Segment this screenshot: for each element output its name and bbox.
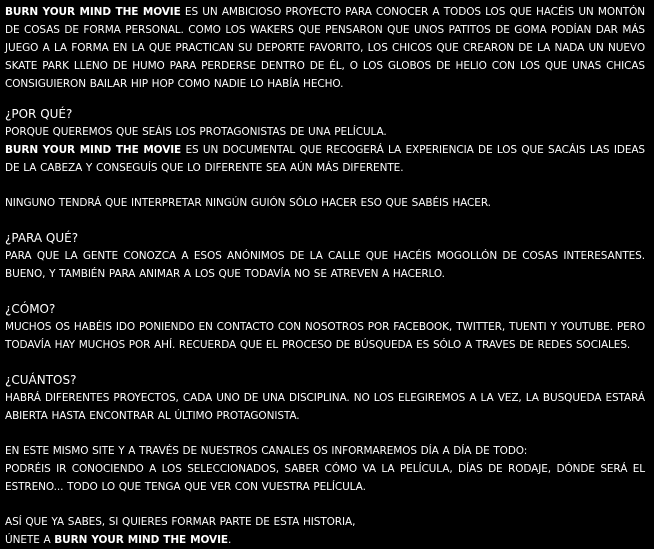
updates-line-1: EN ESTE MISMO SITE Y A TRAVÉS DE NUESTROS CANALES OS INFORMAREMOS DÍA A DÍA DE TODO:	[5, 445, 528, 457]
heading-por-que: ¿POR QUÉ?	[5, 107, 73, 121]
heading-como: ¿CÓMO?	[5, 302, 56, 316]
por-que-paragraph	[5, 141, 645, 177]
para-que-text: PARA QUE LA GENTE CONOZCA A ESOS ANÓNIMOS DE LA CALLE QUE HACÉIS MOGOLLÓN DE COSAS INTERESANTES. BUENO, Y TAMBIÉN PARA ANIMAR A LOS QUE TODAVÍA NO SE ATREVEN A HACERLO.	[5, 250, 645, 280]
heading-para-que: ¿PARA QUÉ?	[5, 231, 79, 245]
closing-prefix: ÚNETE A	[5, 534, 55, 546]
intro-text: ES UN AMBICIOSO PROYECTO PARA CONOCER A TODOS LOS QUE HACÉIS UN MONTÓN DE COSAS DE FORMA PERSONAL. COMO LOS WAKERS QUE PENSARON QUE UNOS PATITOS DE GOMA PODÍAN DAR MÁS JUEGO A LA FORMA EN LA QUE PRACTICAN SU DEPORTE FAVORITO, LOS CHICOS QUE CREARON DE LA NADA UN NUEVO SKATE PARK LLENO DE HUMO PARA PERDERSE DENTRO DE ÉL, O LOS GLOBOS DE HELIO CON LOS QUE UNAS CHICAS CONSIGUIERON BAILAR HIP HOP COMO NADIE LO HABÍA HECHO.	[5, 6, 646, 90]
heading-cuantos: ¿CUÁNTOS?	[5, 373, 77, 387]
brand-name: BURN YOUR MIND THE MOVIE	[54, 534, 228, 546]
closing-suffix: .	[227, 534, 232, 546]
page-content	[5, 3, 645, 549]
brand-name: BURN YOUR MIND THE MOVIE	[5, 144, 182, 156]
brand-name: BURN YOUR MIND THE MOVIE	[5, 6, 181, 18]
closing-line-1: ASÍ QUE YA SABES, SI QUIERES FORMAR PARTE DE ESTA HISTORIA,	[5, 516, 356, 528]
por-que-line-1: PORQUE QUEREMOS QUE SEÁIS LOS PROTAGONISTAS DE UNA PELÍCULA.	[5, 126, 387, 138]
updates-line-2: PODRÉIS IR CONOCIENDO A LOS SELECCIONADOS, SABER CÓMO VA LA PELÍCULA, DÍAS DE RODAJE, DÓNDE SERÁ EL ESTRENO... TODO LO QUE TENGA QUE VER CON VUESTRA PELÍCULA.	[5, 463, 645, 493]
por-que-line-3: NINGUNO TENDRÁ QUE INTERPRETAR NINGÚN GUIÓN SÓLO HACER ESO QUE SABÉIS HACER.	[5, 197, 491, 209]
cuantos-text: HABRÁ DIFERENTES PROYECTOS, CADA UNO DE UNA DISCIPLINA. NO LOS ELEGIREMOS A LA VEZ, LA BUSQUEDA ESTARÁ ABIERTA HASTA ENCONTRAR AL ÚLTIMO PROTAGONISTA.	[5, 392, 645, 422]
closing-line-2	[5, 531, 645, 549]
intro-paragraph	[5, 3, 645, 93]
como-text: MUCHOS OS HABÉIS IDO PONIENDO EN CONTACTO CON NOSOTROS POR FACEBOOK, TWITTER, TUENTI Y YOUTUBE. PERO TODAVÍA HAY MUCHOS POR AHÍ. RECUERDA QUE EL PROCESO DE BÚSQUEDA ES SÓLO A TRAVES DE REDES SOCIALES.	[5, 321, 645, 351]
por-que-line-2: ES UN DOCUMENTAL QUE RECOGERÁ LA EXPERIENCIA DE LOS QUE SACÁIS LAS IDEAS DE LA CABEZA Y CONSEGUÍS QUE LO DIFERENTE SEA AÚN MÁS DIFERENTE.	[5, 144, 645, 174]
